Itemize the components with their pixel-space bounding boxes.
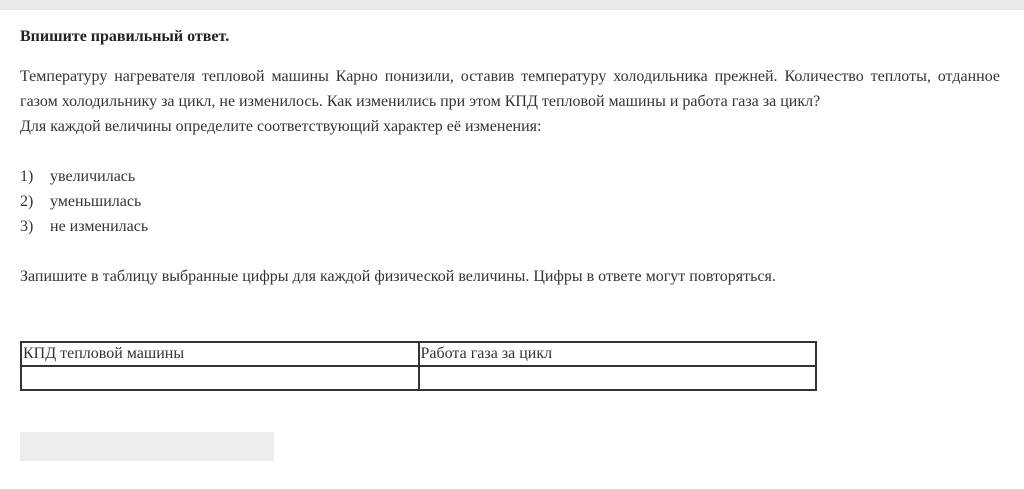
answer-table-header-row [21, 342, 816, 366]
option-number: 3) [20, 218, 34, 235]
answer-table [20, 341, 817, 391]
answer-cell-work[interactable] [419, 366, 817, 390]
sub-question-text: Для каждой величины определите соответствующий характер её изменения: [20, 118, 542, 135]
top-bar [0, 0, 1024, 10]
option-label: не изменилась [50, 218, 149, 235]
task-instruction: Впишите правильный ответ. [20, 28, 230, 45]
option-label: уменьшилась [50, 193, 142, 210]
answer-input-work[interactable] [420, 367, 816, 389]
header-efficiency: КПД тепловой машины [21, 342, 419, 366]
option-number: 2) [20, 193, 34, 210]
task-content [20, 24, 1000, 289]
answer-table-input-row [21, 366, 816, 390]
submit-button[interactable] [20, 432, 274, 461]
option-number: 1) [20, 168, 34, 185]
options-list [20, 164, 1000, 239]
option-item [20, 164, 1000, 189]
answer-cell-efficiency[interactable] [21, 366, 419, 390]
option-label: увеличилась [50, 168, 136, 185]
question-text: Температуру нагревателя тепловой машины Карно понизили, оставив температуру холодильника прежней. Количество теплоты, отданное газом холодильнику за цикл, не изменилось. Как изменились при этом КПД тепловой машины и работа газа за цикл? [20, 68, 1000, 110]
option-item [20, 214, 1000, 239]
header-work: Работа газа за цикл [419, 342, 817, 366]
option-item [20, 189, 1000, 214]
table-instruction: Запишите в таблицу выбранные цифры для каждой физической величины. Цифры в ответе могут повторяться. [20, 268, 776, 285]
answer-input-efficiency[interactable] [22, 367, 418, 389]
